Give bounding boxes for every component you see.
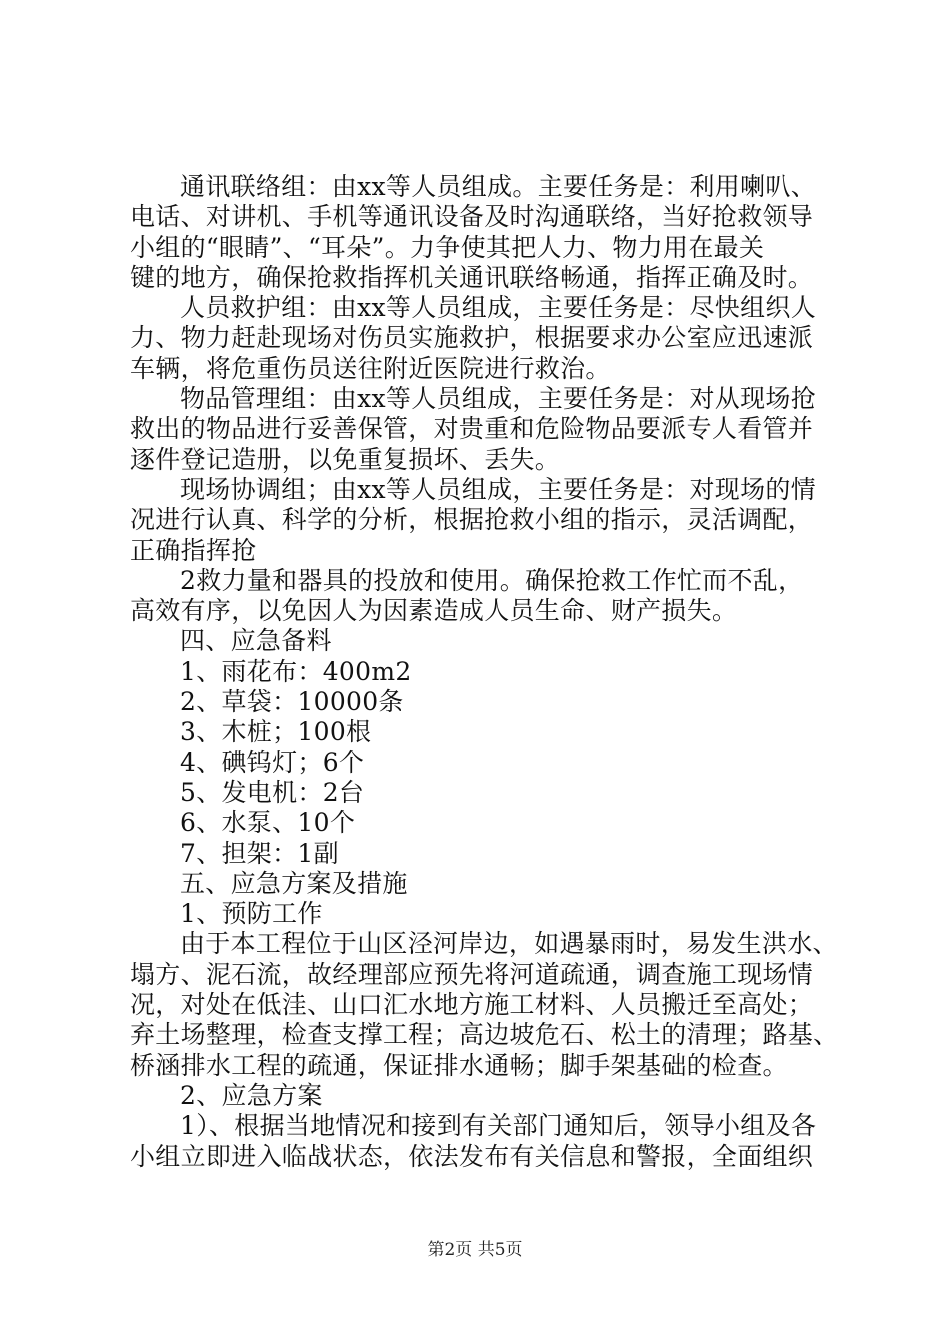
- text-line: 四、应急备料: [180, 626, 332, 656]
- text-line: 车辆，将危重伤员送往附近医院进行救治。: [130, 353, 611, 383]
- text-line: 五、应急方案及措施: [180, 868, 408, 898]
- text-line: 现场协调组；由xx等人员组成，主要任务是：对现场的情: [180, 474, 817, 504]
- text-line: 6、水泵、10个: [180, 808, 356, 838]
- page-footer: 第2页 共5页: [427, 1240, 523, 1260]
- text-line: 正确指挥抢: [130, 535, 257, 565]
- text-line: 2救力量和器具的投放和使用。确保抢救工作忙而不乱，: [180, 565, 804, 595]
- text-line: 键的地方，确保抢救指挥机关通讯联络畅通，指挥正确及时。: [130, 262, 814, 292]
- text-line: 桥涵排水工程的疏通，保证排水通畅；脚手架基础的检查。: [130, 1050, 788, 1080]
- text-line: 5、发电机：2台: [180, 777, 365, 807]
- text-line: 况，对处在低洼、山口汇水地方施工材料、人员搬迁至高处；: [130, 990, 814, 1020]
- text-line: 1、预防工作: [180, 899, 323, 929]
- text-line: 由于本工程位于山区泾河岸边，如遇暴雨时，易发生洪水、: [180, 929, 838, 959]
- text-line: 3、木桩；100根: [180, 717, 372, 747]
- text-line: 救出的物品进行妥善保管，对贵重和危险物品要派专人看管并: [130, 414, 814, 444]
- text-line: 塌方、泥石流，故经理部应预先将河道疏通，调查施工现场情: [130, 959, 814, 989]
- text-line: 逐件登记造册，以免重复损坏、丢失。: [130, 444, 561, 474]
- text-line: 力、物力赶赴现场对伤员实施救护，根据要求办公室应迅速派: [130, 323, 814, 353]
- text-line: 人员救护组：由xx等人员组成，主要任务是：尽快组织人: [180, 293, 817, 323]
- text-line: 2、草袋：10000条: [180, 687, 404, 717]
- text-line: 弃土场整理，检查支撑工程；高边坡危石、松土的清理；路基、: [130, 1020, 839, 1050]
- text-line: 物品管理组：由xx等人员组成，主要任务是：对从现场抢: [180, 384, 817, 414]
- text-line: 电话、对讲机、手机等通讯设备及时沟通联络，当好抢救领导: [130, 202, 814, 232]
- text-line: 小组立即进入临战状态，依法发布有关信息和警报，全面组织: [130, 1141, 814, 1171]
- text-line: 4、碘钨灯；6个: [180, 747, 365, 777]
- text-line: 7、担架：1副: [180, 838, 339, 868]
- text-line: 通讯联络组：由xx等人员组成。主要任务是：利用喇叭、: [180, 172, 817, 201]
- text-line: 1）、根据当地情况和接到有关部门通知后，领导小组及各: [180, 1111, 817, 1141]
- document-body: [130, 172, 839, 1172]
- text-line: 2、应急方案: [180, 1080, 323, 1110]
- text-line: 况进行认真、科学的分析，根据抢救小组的指示，灵活调配，: [130, 505, 814, 535]
- text-line: 高效有序，以免因人为因素造成人员生命、财产损失。: [130, 596, 738, 626]
- text-line: 1、雨花布：400m2: [180, 656, 412, 686]
- text-line: 小组的“眼睛”、“耳朵”。力争使其把人力、物力用在最关: [130, 232, 765, 262]
